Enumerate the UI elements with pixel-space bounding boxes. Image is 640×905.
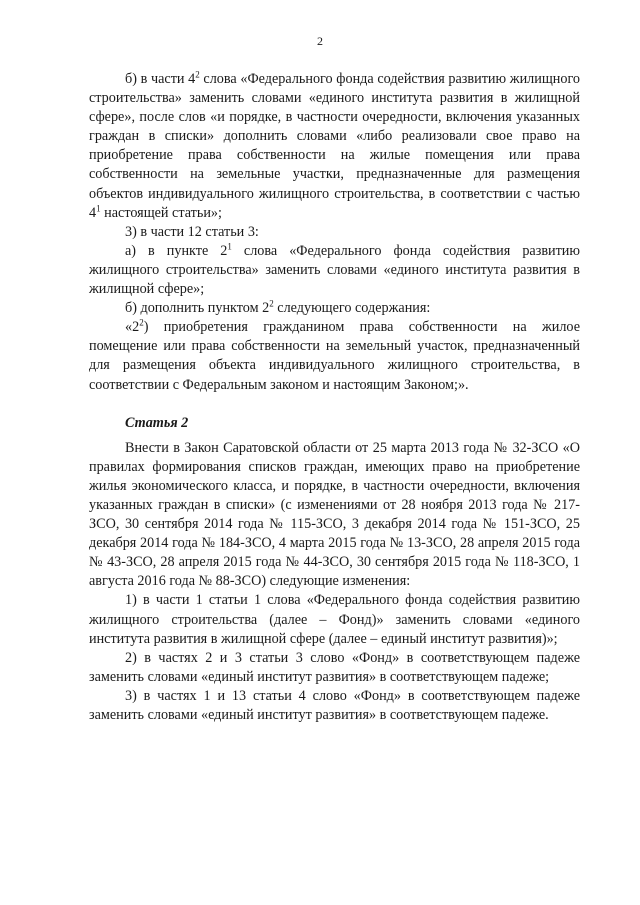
document-body (89, 70, 580, 725)
page-number: 2 (317, 34, 323, 48)
paragraph-part-12: 3) в части 12 статьи 3: (125, 223, 259, 240)
paragraph-item-1: 1) в части 1 статьи 1 слова «Федерального фонда содействия развитию жилищного строительства (далее – Фонд)» заменить словами «единого института развития в жилищной сфере (далее – единый институт развития)»; (89, 592, 580, 647)
paragraph-point-2-2-text: «$2^2$) приобретения гражданином права собственности на жилое помещение или права собственности на земельный участок, предназначенный для размещения объекта индивидуального жилищного строительства, в соответствии с Федеральным законом и настоящим Законом;». (89, 317, 580, 393)
paragraph-add-point-2-2: б) дополнить пунктом $2^2$ следующего содержания: (125, 298, 431, 317)
paragraph-item-2: 2) в частях 2 и 3 статьи 3 слово «Фонд» в соответствующем падеже заменить словами «единый институт развития» в соответствующем падеже; (89, 649, 580, 685)
paragraph-part-4-2: б) в части $4^2$ слова «Федерального фонда содействия развитию жилищного строительства» заменить словами «единого института развития в жилищной сфере», после слов «и порядке, в частности очередности, включения указанных граждан в списки» дополнить словами «либо реализовали свое право на приобретение права собственности на жилые помещения или права собственности на земельные участки, предназначенные для размещения объектов индивидуального жилищного строительства, в соответствии с частью $4^1$ настоящей статьи»; (89, 69, 580, 221)
article-heading: Статья 2 (125, 414, 189, 431)
paragraph-item-3: 3) в частях 1 и 13 статьи 4 слово «Фонд» в соответствующем падеже заменить словами «единый институт развития» в соответствующем падеже. (89, 687, 580, 723)
paragraph-point-2-1: а) в пункте $2^1$ слова «Федерального фонда содействия развитию жилищного строительства» заменить словами «единого института развития в жилищной сфере»; (89, 241, 580, 298)
paragraph-amend-law: Внести в Закон Саратовской области от 25 марта 2013 года № 32-ЗСО «О правилах формирования списков граждан, имеющих право на приобретение жилья экономического класса, и порядке, в частности очередности, включения указанных граждан в списки» (с изменениями от 28 ноября 2013 года № 217-ЗСО, 30 сентября 2014 года № 115-ЗСО, 3 декабря 2014 года № 151-ЗСО, 25 декабря 2014 года № 184-ЗСО, 4 марта 2015 года № 13-ЗСО, 28 апреля 2015 года № 43-ЗСО, 28 апреля 2015 года № 44-ЗСО, 30 сентября 2015 года № 118-ЗСО, 1 августа 2016 года № 88-ЗСО) следующие изменения: (89, 439, 580, 590)
